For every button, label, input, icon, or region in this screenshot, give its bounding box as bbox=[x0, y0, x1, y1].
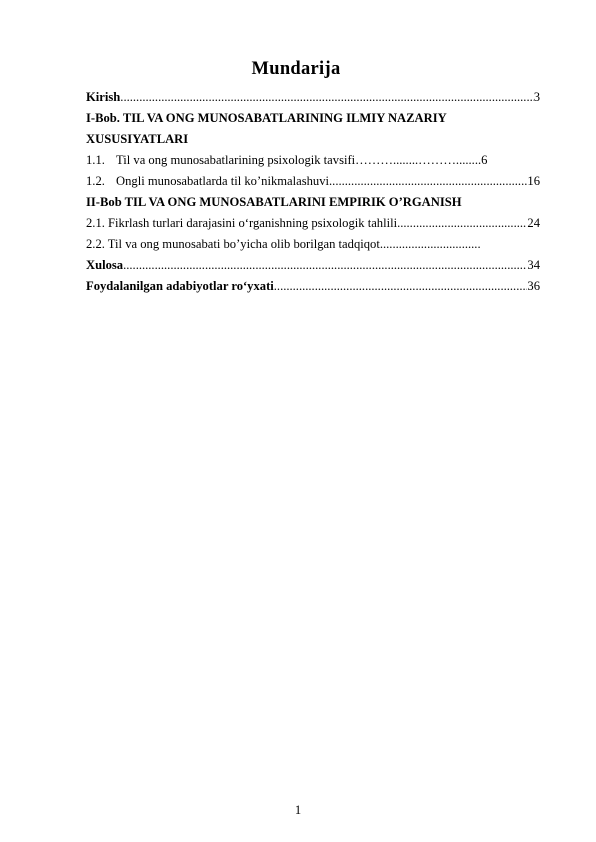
toc-page-number: 34 bbox=[527, 258, 540, 272]
dot-leader bbox=[397, 213, 527, 234]
section-title: Ongli munosabatlarda til ko’nikmalashuvi bbox=[116, 174, 330, 188]
section-number: 1.2. bbox=[86, 174, 105, 188]
toc-chapter-label: I-Bob. TIL VA ONG MUNOSABATLARINING ILMIY NAZARIY bbox=[86, 111, 447, 125]
toc-entry-label bbox=[86, 234, 481, 255]
toc-chapter-1-line-1[interactable] bbox=[86, 108, 540, 129]
toc-entry-label: Kirish bbox=[86, 90, 121, 104]
toc-entry-2-1[interactable] bbox=[86, 213, 540, 234]
toc-chapter-label: II-Bob TIL VA ONG MUNOSABATLARINI EMPIRIK O’RGANISH bbox=[86, 195, 462, 209]
dot-leader bbox=[329, 171, 527, 192]
toc-entry-xulosa[interactable] bbox=[86, 255, 540, 276]
table-of-contents bbox=[86, 87, 540, 297]
page-number: 1 bbox=[294, 803, 302, 817]
toc-entry-adabiyotlar[interactable] bbox=[86, 276, 540, 297]
toc-entry-label: Foydalanilgan adabiyotlar ro‘yxati bbox=[86, 279, 274, 293]
toc-page-number: 24 bbox=[527, 216, 540, 230]
dot-leader bbox=[120, 87, 533, 108]
dot-leader bbox=[274, 276, 528, 297]
toc-chapter-label: XUSUSIYATLARI bbox=[86, 132, 189, 146]
toc-entry-2-2[interactable] bbox=[86, 234, 540, 255]
dot-leader: ………........………........ bbox=[355, 153, 482, 167]
toc-entry-label: Xulosa bbox=[86, 258, 124, 272]
toc-entry-kirish[interactable] bbox=[86, 87, 540, 108]
dot-leader bbox=[123, 255, 527, 276]
toc-page-number: 36 bbox=[527, 279, 540, 293]
toc-entry-label bbox=[86, 171, 329, 192]
page-title: Mundarija bbox=[251, 59, 341, 79]
toc-page-number: 6 bbox=[481, 153, 488, 167]
toc-entry-1-2[interactable] bbox=[86, 171, 540, 192]
toc-page-number: 16 bbox=[527, 174, 540, 188]
dot-leader: ................................ bbox=[379, 237, 481, 251]
toc-entry-1-1[interactable] bbox=[86, 150, 540, 171]
section-title: Til va ong munosabatlarining psixologik tavsifi bbox=[116, 153, 356, 167]
section-title: 2.2. Til va ong munosabati bo’yicha olib borilgan tadqiqot bbox=[86, 237, 380, 251]
toc-entry-label bbox=[86, 150, 481, 171]
toc-chapter-1-line-2[interactable] bbox=[86, 129, 540, 150]
section-number: 1.1. bbox=[86, 153, 105, 167]
toc-entry-label: 2.1. Fikrlash turlari darajasini o‘rganishning psixologik tahlili bbox=[86, 216, 398, 230]
toc-chapter-2[interactable] bbox=[86, 192, 540, 213]
toc-page-number: 3 bbox=[533, 90, 540, 104]
